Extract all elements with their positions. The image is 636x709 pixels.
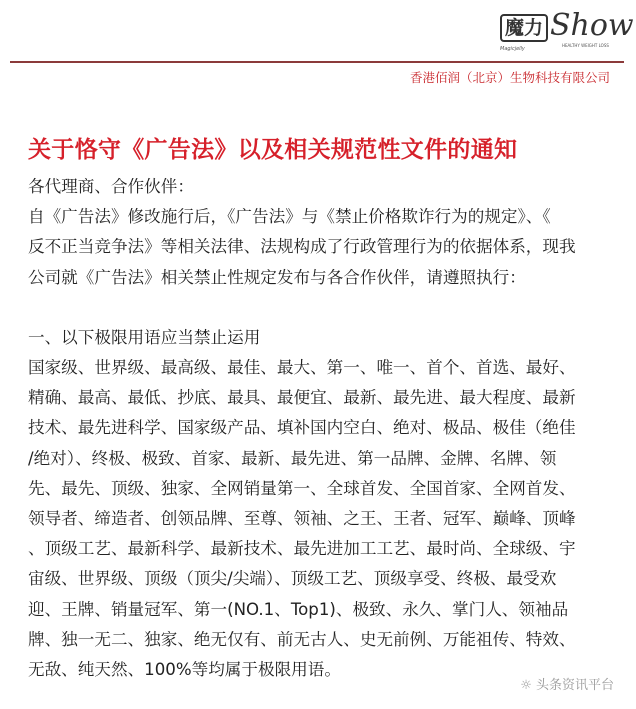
logo-tagline-right: HEALTHY WEIGHT LOSS bbox=[562, 43, 609, 48]
intro-line: 公司就《广告法》相关禁止性规定发布与各合作伙伴，请遵照执行： bbox=[28, 267, 526, 287]
document-title: 关于恪守《广告法》以及相关规范性文件的通知 bbox=[28, 137, 518, 163]
section-line: 先、最先、顶级、独家、全网销量第一、全球首发、全国首家、全网首发、 bbox=[28, 478, 576, 498]
section-line: 无敌、纯天然、100%等均属于极限用语。 bbox=[28, 660, 341, 680]
section-line: 牌、独一无二、独家、绝无仅有、前无古人、史无前例、万能祖传、特效、 bbox=[28, 629, 576, 649]
watermark-text: 头条资讯平台 bbox=[535, 678, 614, 693]
logo-en: Show bbox=[550, 8, 634, 43]
section-line: 精确、最高、最低、抄底、最具、最便宜、最新、最先进、最大程度、最新 bbox=[28, 388, 576, 408]
watermark-icon: ☼ bbox=[520, 678, 536, 693]
section-line: 领导者、缔造者、创领品牌、至尊、领袖、之王、王者、冠军、巅峰、顶峰 bbox=[28, 509, 576, 529]
header-divider bbox=[10, 61, 624, 63]
intro-line: 自《广告法》修改施行后，《广告法》与《禁止价格欺诈行为的规定》、《 bbox=[28, 207, 551, 227]
section-line: 国家级、世界级、最高级、最佳、最大、第一、唯一、首个、首选、最好、 bbox=[28, 358, 576, 378]
paragraph-gap bbox=[28, 293, 576, 323]
logo-tagline-left: Magicjelly bbox=[500, 46, 525, 52]
watermark bbox=[520, 674, 614, 693]
section-line: 、顶级工艺、最新科学、最新技术、最先进加工工艺、最时尚、全球级、宇 bbox=[28, 539, 576, 559]
section-line: 技术、最先进科学、国家级产品、填补国内空白、绝对、极品、极佳（绝佳 bbox=[28, 418, 576, 438]
section-line: /绝对）、终极、极致、首家、最新、最先进、第一品牌、金牌、名牌、领 bbox=[28, 448, 557, 468]
section-line: 宙级、世界级、顶级（顶尖/尖端）、顶级工艺、顶级享受、终极、最受欢 bbox=[28, 569, 557, 589]
salutation: 各代理商、合作伙伴： bbox=[28, 177, 194, 196]
brand-logo bbox=[500, 8, 634, 56]
section-line: 迎、王牌、销量冠军、第一(NO.1、Top1)、极致、永久、掌门人、领袖品 bbox=[28, 599, 569, 619]
intro-line: 反不正当竞争法》等相关法律、法规构成了行政管理行为的依据体系，现我 bbox=[28, 237, 576, 257]
company-name: 香港佰润（北京）生物科技有限公司 bbox=[409, 70, 610, 85]
logo-cn: 魔力 bbox=[500, 14, 548, 42]
document-body bbox=[28, 172, 576, 685]
section-heading: 一、以下极限用语应当禁止运用 bbox=[28, 327, 261, 347]
